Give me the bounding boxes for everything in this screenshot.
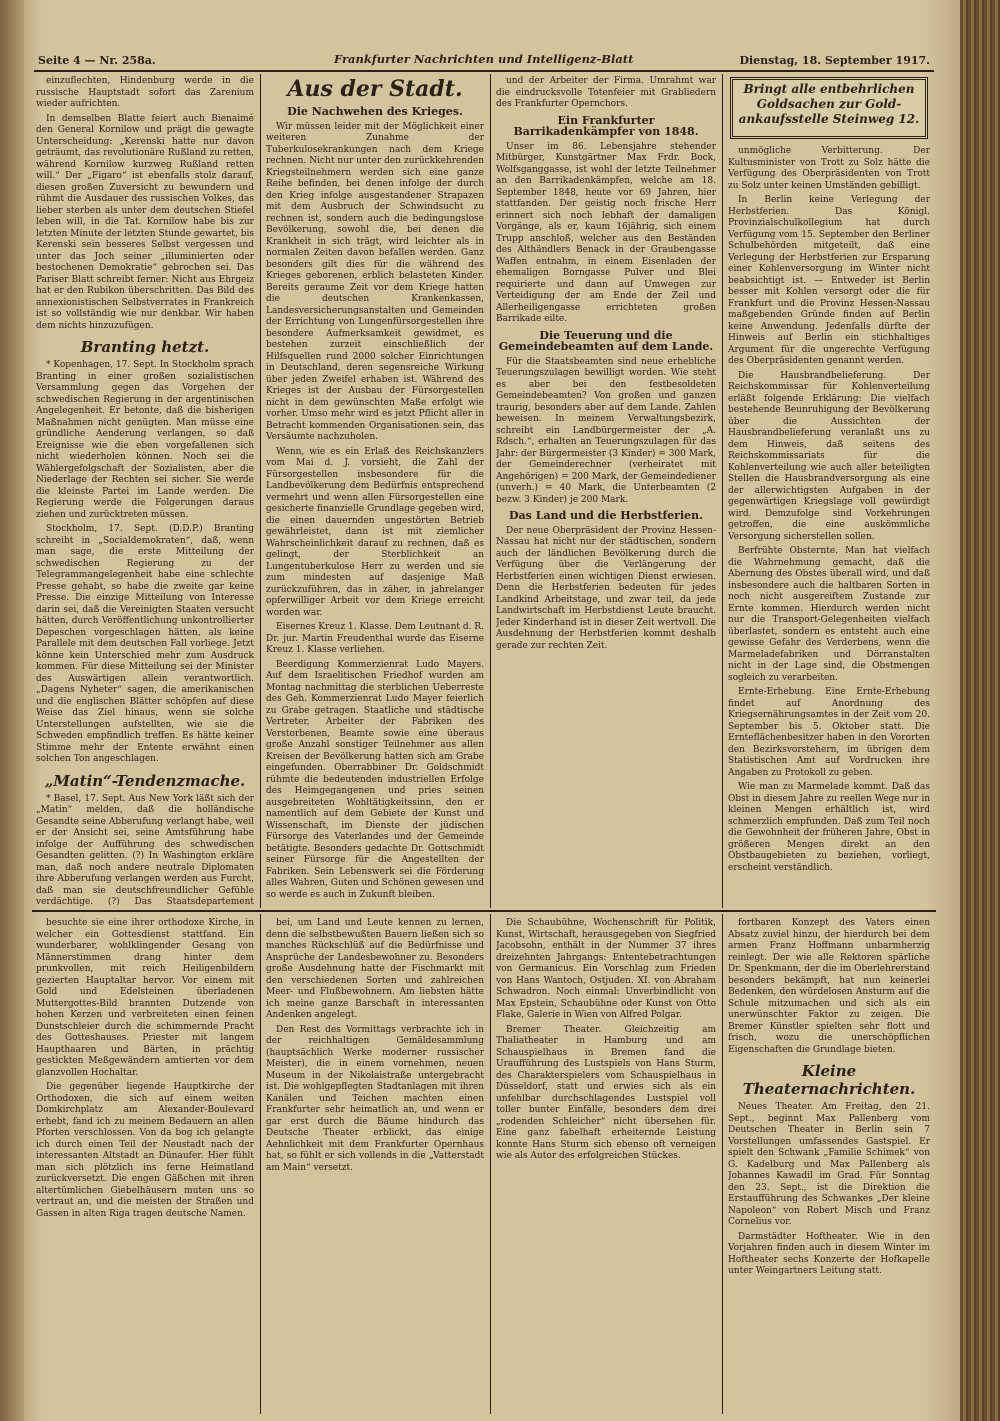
column-3 xyxy=(496,76,716,906)
article-headline: Ein Frankfurter Barrikadenkämpfer von 1848. xyxy=(513,113,699,138)
paragraph: Beerdigung Kommerzienrat Ludo Mayers. Auf dem Israelitischen Friedhof wurden am Montag nachmittag die sterblichen Ueberreste des Geh. Kommerzienrat Ludo Mayer feierlich zu Grabe getragen. Staatliche und städtische Vertreter, Arbeiter der Fabriken des Verstorbenen, Beamte sowie eine überaus große Anzahl sonstiger Teilnehmer aus allen Kreisen der Bevölkerung hatten sich am Grabe eingefunden. Oberrabbiner Dr. Goldschmidt rühmte die bedeutenden industriellen Erfolge des Heimgegangenen und pries seinen ausgebreiteten Wohltätigkeitssinn, den er namentlich auf dem Gebiete der Kunst und Wissenschaft, im Dienste der jüdischen Fürsorge des Vaterlandes und der Gemeinde betätigte. Besonders gedachte Dr. Gottschmidt seiner Fürsorge für die Angestellten der Fabriken. Sein Lebenswerk sei die Förderung alles Wahren, Guten und Schönen gewesen und so werde es auch in Zukunft bleiben. xyxy=(266,659,484,900)
paragraph: Die gegenüber liegende Hauptkirche der Orthodoxen, die sich auf einem weiten Domkirchplatz am Alexander-Boulevard erhebt, fand ich zu meinem Bedauern an allen Pforten verschlossen. Von da bog ich gelangte ich durch einen Teil der Neustadt nach der interessanten Altstadt an Dünaufer. Hier fühlt man sich plötzlich ins ferne Heimatland zurückversetzt. Die engen Gäßchen mit ihren altertümlichen Giebelhäusern muten uns so vertraut an, und die meisten der Straßen und Gassen in alten Riga tragen deutsche Namen. xyxy=(36,1082,254,1219)
page-header xyxy=(34,48,934,72)
book-binding xyxy=(960,0,1000,1421)
paragraph: Bremer Theater. Gleichzeitig am Thaliatheater in Hamburg und am Schauspielhaus in Bremen fand die Uraufführung des Lustspiels von Hans Sturm, des Charakterspielers vom Schauspielhaus in Düsseldorf, statt und erwies sich als ein unfehlbar durchschlagendes Lustspiel voll toller bunter Einfälle, besonders dem drei „rodenden Schleicher“ nicht übersehen für. Eine ganz fabelhaft erheiternde Leistung konnte Hans Sturm sich ebenso oft verneigen wie als Autor des erfolgreichen Stückes. xyxy=(496,1024,716,1161)
headline-theater-news: Kleine Theaternachrichten. xyxy=(742,1062,916,1098)
paragraph: * Basel, 17. Sept. Aus New York läßt sich der „Matin“ melden, daß die holländische Gesandte seine Abberufung verlangt habe, weil er der Ansicht sei, seine Amtsführung habe infolge der Aufführung des schwedischen Gesandten gelitten. (?) In Washington erkläre man, daß noch andere neutrale Diplomaten ihre Abberufung verlangen werden aus Furcht, daß man sie deutschfreundlicher Gefühle verdächtige. (?) Das Staatsdepartement xyxy=(36,793,254,906)
paragraph: Berfrühte Obsternte. Man hat vielfach die Wahrnehmung gemacht, daß die Abernung des Obstes überall wird, und daß insbesondere auch die haltbaren Sorten in noch nicht ausgereiftem Zustande zur Ernte kommen. Hierdurch werden nicht nur die Transport-Gelegenheiten vielfach überlastet, sondern es entsteht auch eine gewisse Gefahr des Verderbens, wenn die Marmeladefabriken und Dörranstalten nicht in der Lage sind, die Obstmengen sogleich zu verarbeiten. xyxy=(728,546,930,683)
feuilleton-column-4 xyxy=(728,918,930,1408)
paragraph: Ernte-Erhebung. Eine Ernte-Erhebung findet auf Anordnung des Kriegsernährungsamtes in der Zeit vom 20. September bis 5. Oktober statt. Die Ernteflächenbesitzer haben in den Vororten den Bezirksvorstehern, im übrigen dem Statistischen Amt auf Vordrucken ihre Angaben zu Protokoll zu geben. xyxy=(728,687,930,778)
column-2 xyxy=(266,74,484,906)
paragraph: einzuflechten, Hindenburg werde in die russische Hauptstadt sofort das Zarenium wieder aufrichten. xyxy=(36,76,254,109)
newspaper-title: Frankfurter Nachrichten und Intelligenz-Blatt xyxy=(334,52,634,66)
feuilleton-column-3 xyxy=(496,918,716,1408)
column-divider xyxy=(490,74,491,908)
ad-line: ankaufsstelle Steinweg 12. xyxy=(738,112,920,126)
left-page-edge xyxy=(0,0,24,1421)
headline-branting: Branting hetzt. xyxy=(80,338,210,356)
ad-line: Goldsachen zur Gold- xyxy=(756,97,902,111)
feuilleton-column-2 xyxy=(266,918,484,1408)
paragraph: Unser im 86. Lebensjahre stehender Mitbürger, Kunstgärtner Max Frdr. Bock, Wolfsganggasse, ist wohl der letzte Teilnehmer an den Barrikadenkämpfen, welche am 18. September 1848, heute vor 69 Jahren, hier stattfanden. Der geistig noch frische Herr erinnert sich noch lebhaft der damaligen Vorgänge, als er, kaum 16jährig, sich einem Trupp anschloß, welcher aus den Beständen des Althändlers Benack in der Graubengasse Waffen entnahm, in einem Eisenladen der ehemaligen Borngasse Pulver und Blei requirierte und dann auf Umwegen zur Verteidigung der am Ende der Zeil und Allerheiligengasse errichteten großen Barrikade eilte. xyxy=(496,141,716,324)
paragraph: * Kopenhagen, 17. Sept. In Stockholm sprach Branting in einer großen sozialistischen Versammlung gegen das Vorgehen der schwedischen Regierung in der argentinischen Angelegenheit. Er betonte, daß die bisherigen Maßnahmen nicht genügten. Man müsse eine gründliche Aenderung verlangen, so daß Ereignisse wie die eben vorgefallenen sich nicht wiederholen können. Noch sei die Wählergefolgschaft der Sozialisten, aber die Niederlage der Rechten sei sicher. Sie werde die kleinste Partei im Lande werden. Die Regierung werde die Folgerungen daraus ziehen und zurücktreten müssen. xyxy=(36,360,254,520)
article-headline: Das Land und die Herbstferien. xyxy=(509,509,703,522)
paragraph: Für die Staatsbeamten sind neue erhebliche Teuerungszulagen bewilligt worden. Wie steht es aber bei den festbesoldeten Gemeindebeamten? Von großen und ganzen traurig, besonders aber auf dem Lande. Zahlen beweisen. In meinem Verwaltungsbezirk, schreibt ein Landbürgermeister der „A. Rdsch.“, erhalten an Teuerungszulagen für das Jahr: der Bürgermeister (3 Kinder) = 300 Mark, der Gemeinderechner (verheiratet mit Angehörigen) = 200 Mark, der Gemeindediener (unverh.) = 40 Mark, die Unterbeamten (2 bezw. 3 Kinder) je 200 Mark. xyxy=(496,356,716,505)
column-divider xyxy=(260,914,261,1414)
paragraph: Wie man zu Marmelade kommt. Daß das Obst in diesem Jahre zu reellen Wege nur in kleinen Mengen erhältlich ist, wird schmerzlich empfunden. Daß zum Teil noch die Gewohnheit der früheren Jahre, Obst in größeren Mengen direkt an den Obstbaugebieten zu beziehen, vorliegt, erscheint verständlich. xyxy=(728,782,930,873)
column-4 xyxy=(728,146,930,906)
gold-collection-ad xyxy=(730,77,928,139)
paragraph: Wenn, wie es ein Erlaß des Reichskanzlers vom Mai d. J. vorsieht, die Zahl der Fürsorgestellen insbesondere für die Landbevölkerung dem Bedürfnis entsprechend vermehrt und wenn allen Fürsorgestellen eine gesicherte finanzielle Grundlage gegeben wird, die einen dauernden ungestörten Betrieb gewährleistet, dann ist mit ziemlicher Wahrscheinlichkeit darauf zu rechnen, daß es gelingt, der Sterblichkeit an Lungentuberkulose Herr zu werden und sie zum mindesten auf dasjenige Maß zurückzuführen, das in zäher, in jahrelanger opferwilliger Arbeit vor dem Kriege erreicht worden war. xyxy=(266,446,484,618)
paragraph: Die Hausbrandbelieferung. Der Reichskommissar für Kohlenverteilung erläßt folgende Erklärung: Die vielfach bestehende Beunruhigung der Bevölkerung über die Aussichten der Hausbrandbelieferung veranlaßt uns zu dem Hinweis, daß seitens des Reichskommissariats für die Kohlenverteilung wie auch aller beteiligten Stellen die Hausbrandversorgung als eine der allerwichtigsten Aufgaben in der gegenwärtigen Kriegslage voll gewürdigt wird. Demzufolge sind Vorkehrungen getroffen, die eine auskömmliche Versorgung sicherstellen sollen. xyxy=(728,370,930,542)
feuilleton-column-1 xyxy=(36,918,254,1408)
section-title: Aus der Stadt. xyxy=(287,76,463,102)
paragraph: Die Schaubühne, Wochenschrift für Politik, Kunst, Wirtschaft, herausgegeben von Siegfried Jacobsohn, enthält in der Nummer 37 ihres dreizehnten Jahrgangs: Ententebetrachtungen von Germanicus. Ein Vorschlag zum Frieden von Hans Wantoch, Ostjuden. XI. von Abraham Schwadron. Noch einmal: Unverbindlicht von Max Epstein, Schaubühne oder Kunst von Otto Flake, Galerie in Wien von Alfred Polgar. xyxy=(496,918,716,1020)
paragraph: fortbaren Konzept des Vaters einen Absatz zuviel hinzu, der hierdurch bei dem armen Franz Hoffmann unbarmherzig reinlegt. Der wie alle Rektoren spärliche Dr. Spenkmann, der die im Oberlehrerstand besonders bekämpft, hat nun keinerlei Bedenken, den würdelosen Ansturm auf die Schule mitzumachen und sich als ein unerwünschter Faktor zu zeigen. Die Bremer Künstler spielten sehr flott und frisch, wozu die unerschöpflichen Eigenschaften die Grundlage bieten. xyxy=(728,918,930,1055)
paragraph: bei, um Land und Leute kennen zu lernen, denn die selbstbewußten Bauern ließen sich so manches Rückschlüß auf die Bedürfnisse und Ansprüche der Landesbewohner zu. Besonders große Ausdehnung hatte der Fischmarkt mit den verschiedenen Sorten und zahlreichen Meer- und Flußbewohnern. Am liebsten hätte ich meine ganze Barschaft in interessanten Andenken angelegt. xyxy=(266,918,484,1020)
paragraph: besuchte sie eine ihrer orthodoxe Kirche, in welcher ein Gottesdienst stattfand. Ein wunderbarer, wohlklingender Gesang von Männerstimmen drang hinter dem prunkvollen, mit reich Heiligenbildern gezierten Hauptaltar hervor. Vor einem mit Gold und Edelsteinen überladenen Muttergottes-Bild brannten Dutzende von hohen Kerzen und verbreiteten einen feinen Dunstschleier durch die schimmernde Pracht des Gotteshauses. Priester mit langem Haupthaaren und Bärten, in prächtig gestickten Meßgewändern amtierten vor dem glanzvollen Hochaltar. xyxy=(36,918,254,1078)
newspaper-page xyxy=(24,0,960,1421)
column-divider xyxy=(490,914,491,1414)
paragraph: In Berlin keine Verlegung der Herbstferien. Das Königl. Provinzialschulkollegium hat durch Verfügung vom 15. September den Berliner Schulbehörden mitgeteilt, daß eine Verlegung der Herbstferien zur Ersparung einer Kohlenversorgung im Winter nicht beabsichtigt ist. — Entweder ist Berlin besser mit Kohlen versorgt oder die für Frankfurt und die Provinz Hessen-Nassau maßgebenden Gründe finden auf Berlin keine Anwendung. Jedenfalls dürfte der Hinweis auf Berlin ein stichhaltiges Argument für die ungerechte Verfügung des Oberpräsidenten genannt werden. xyxy=(728,195,930,366)
feuilleton-divider xyxy=(32,910,936,912)
article-headline: Die Nachwehen des Krieges. xyxy=(287,105,463,118)
column-divider xyxy=(260,74,261,908)
paragraph: unmögliche Verbitterung. Der Kultusminister von Trott zu Solz hätte die Verfügung des Oberpräsidenten von Trott zu Solz unter keinen Umständen gebilligt. xyxy=(728,146,930,191)
article-headline: Die Teuerung und die Gemeindebeamten auf dem Lande. xyxy=(498,328,714,353)
column-1 xyxy=(36,76,254,906)
issue-date: Dienstag, 18. September 1917. xyxy=(739,54,930,67)
paragraph: In demselben Blatte feiert auch Bienaimé den General Kornilow und prägt die gewagte Unterscheidung: „Kerenski hatte nur davon geträumt, das revolutionäre Rußland zu retten, während Kornilow kurzweg Rußland retten will.“ Der „Figaro“ ist ebenfalls stolz darauf, diesen großen Zuversicht zu bewundern und rühmt die Ausdauer des russischen Volkes, das lieber sterben als unter dem deutschen Stiefel leben will, in die Tat. Kornilow habe bis zur letzten Minute der letzten Stunde gewartet, bis Kerenski sein besseres Selbst vergessen und unter das Joch seiner „illuminierten oder bestochenen Demokratie“ gebrochen sei. Das Pariser Blatt schreibt ferner: Nicht aus Ehrgeiz hat er den Rubikon überschritten. Das Bild des annexionistischen Selbstverrates in Frankreich ist so vollständig wie nur denkbar. Wir haben dem nichts hinzuzufügen. xyxy=(36,113,254,331)
paragraph: Eisernes Kreuz 1. Klasse. Dem Leutnant d. R. Dr. jur. Martin Freudenthal wurde das Eiserne Kreuz 1. Klasse verliehen. xyxy=(266,622,484,655)
paragraph: Den Rest des Vormittags verbrachte ich in der reichhaltigen Gemäldesammlung (hauptsächlich Werke moderner russischer Meister), die in einem vornehmen, neuen Museum in der Nikolaistraße untergebracht ist. Die wohlgepflegten Stadtanlagen mit ihren Kanälen und Teichen machten einen Frankfurter sehr heimatlich an, und wenn er gar erst durch die Bäume hindurch das Deutsche Theater erblickt, das einige Aehnlichkeit mit dem Frankfurter Opernhaus hat, so fühlt er sich vollends in die „Vatterstadt am Main“ versetzt. xyxy=(266,1024,484,1173)
headline-matin: „Matin“-Tendenzmache. xyxy=(44,771,246,790)
column-divider xyxy=(722,914,723,1414)
column-divider xyxy=(722,74,723,908)
paragraph: Der neue Oberpräsident der Provinz Hessen-Nassau hat nicht nur der städtischen, sondern auch der ländlichen Bevölkerung durch die Verfügung über die Verlängerung der Herbstferien einen wichtigen Dienst erwiesen. Denn die Herbstferien bedeuten für jedes Landkind Arbeitstage, und zwar teil, da jede Landwirtschaft im Herbstdienst Leute braucht. Jeder Kinderhand ist in dieser Zeit wertvoll. Die Ausdehnung der Herbstferien kommt deshalb gerade zur rechten Zeit. xyxy=(496,525,716,651)
ad-line: Bringt alle entbehrlichen xyxy=(743,82,915,96)
paragraph: und der Arbeiter der Firma. Umrahmt war die eindrucksvolle Totenfeier mit Grabliedern des Frankfurter Opernchors. xyxy=(496,76,716,109)
paragraph: Darmstädter Hoftheater. Wie in den Vorjahren finden auch in diesem Winter im Hoftheater sechs Konzerte der Hofkapelle unter Weingartners Leitung statt. xyxy=(728,1231,930,1276)
page-number: Seite 4 — Nr. 258a. xyxy=(38,54,156,67)
paragraph: Stockholm, 17. Sept. (D.D.P.) Branting schreibt in „Socialdemokraten“, daß, wenn man sage, die erste Mitteilung der schwedischen Regierung zu der Telegrammangelegenheit habe eine schlechte Presse gehabt, so habe die zweite gar keine Presse. Die einzige Mitteilung von Interesse darin sei, daß die Vereinigten Staaten versucht hätten, durch Veröffentlichung unkontrollierter Depeschen vorgeschlagen hätten, als keine Parallele mit dem deutschen Fall vorliege. Jetzt könne kein Unterschied mehr zum Ausdruck kommen. Für diese Mitteilung sei der Minister des Auswärtigen allein verantwortlich. „Dagens Nyheter“ sagen, die amerikanischen und die englischen Blätter schöpfen auf diese Weise das Ziel hinaus, wenn sie solche Unterstellungen aufstellten, wie sie die Schweden empfindlich treffen. Es hätte keiner Stimme mehr der Entente erwähnt einen solchen Ton angeschlagen. xyxy=(36,524,254,764)
paragraph: Neues Theater. Am Freitag, den 21. Sept., beginnt Max Pallenberg vom Deutschen Theater in Berlin sein 7 Vorstellungen umfassendes Gastspiel. Er spielt den Schwank „Familie Schimek“ von G. Kadelburg und Max Pallenberg als Johannes Kawadil im Grad. Für Sonntag den 23. Sept., ist die Direktion die Erstaufführung des Schwankes „Der kleine Napoleon“ von Robert Misch und Franz Cornelius vor. xyxy=(728,1102,930,1227)
paragraph: Wir müssen leider mit der Möglichkeit einer weiteren Zunahme der Tuberkulosekrankungen nach dem Kriege rechnen. Nicht nur unter den zurückkehrenden Kriegsteilnehmern werden sich eine ganze Reihe befinden, bei denen infolge der durch den Krieg infolge ausgestandener Strapazen mit dem Ausbruch der Schwindsucht zu rechnen ist, sondern auch die bedingungslose Bevölkerung, sowohl die, bei denen die Krankheit in sich trägt, wird leichter als in normalen Zeiten davon befallen werden. Ganz besonders gilt dies für die während des Krieges geborenen, erblich belasteten Kinder. Bereits geraume Zeit vor dem Kriege hatten die deutschen Krankenkassen, Landesversicherungsanstalten und Gemeinden der Errichtung von Lungenfürsorgestellen ihre besondere Aufmerksamkeit gewidmet, es bestehen zurzeit einschließlich der Hilfsquellen rund 2000 solcher Einrichtungen in Deutschland, deren segensreiche Wirkung über jeden Zweifel erhaben ist. Während des Krieges ist der Ausbau der Fürsorgestellen nicht in dem gewünschten Maße erfolgt wie vorher. Umso mehr wird es jetzt Pflicht aller in Betracht kommenden Organisationen sein, das Versäumte nachzuholen. xyxy=(266,121,484,442)
